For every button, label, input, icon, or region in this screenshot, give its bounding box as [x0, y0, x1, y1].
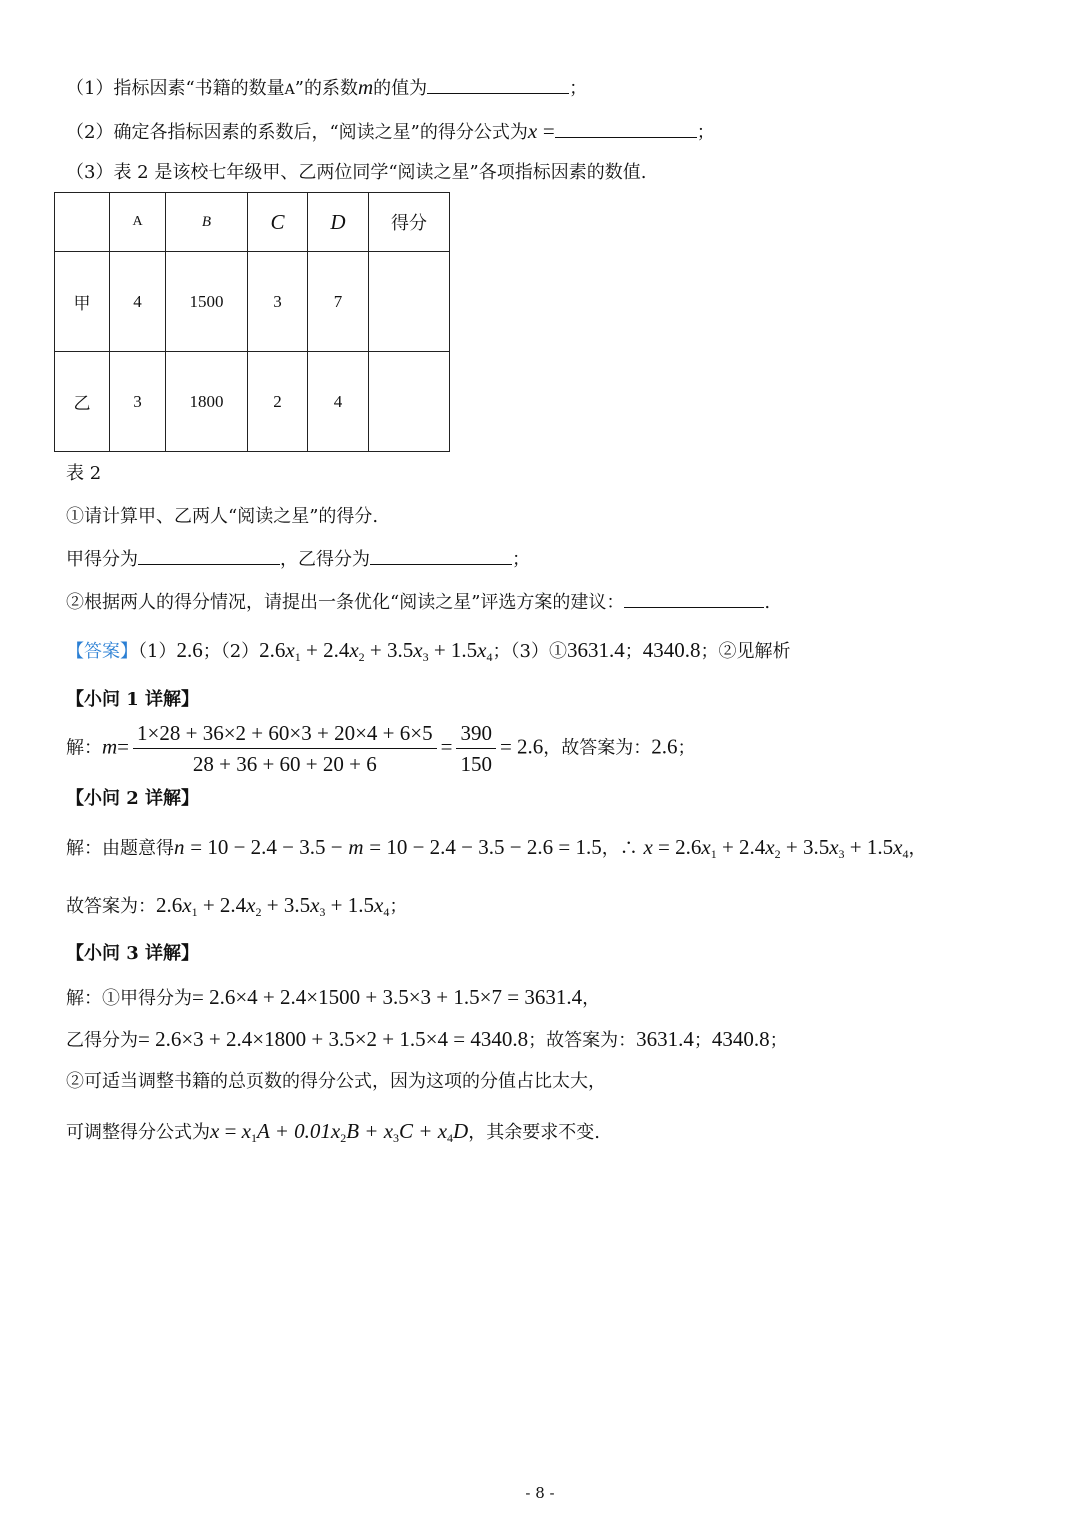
data-table	[54, 192, 450, 452]
solution-3-b: 乙得分为= 2.6×3 + 2.4×1800 + 3.5×2 + 1.5×4 = 4340.8；故答案为：3631.4；4340.8；	[66, 1027, 788, 1051]
table-row: 乙 3 1800 2 4	[55, 352, 450, 452]
solution-3-d: 可调整得分公式为$x = x_1A + 0.01x_2B + x_3C + x_4D$，其余要求不变.	[66, 1119, 600, 1145]
question-2: （2）确定各指标因素的系数后，“阅读之星”的得分公式为x = ；	[66, 119, 715, 143]
answer-line: 【答案】（1）2.6；$(2)2.6x_1 + 2.4x_2 + 3.5x_3 + 1.5x_4$；（3）①3631.4；4340.8；②见解析	[66, 638, 791, 664]
answer-blank[interactable]	[624, 589, 764, 608]
section-heading-3: 【小问 3 详解】	[66, 943, 200, 964]
sub-question-1-fill: 甲得分为 ，乙得分为 ；	[66, 546, 530, 573]
question-3: （3）表 2 是该校七年级甲、乙两位同学“阅读之星”各项指标因素的数值.	[66, 162, 647, 183]
table-row: 甲 4 1500 3 7	[55, 252, 450, 352]
fraction: $\frac{390}{150}$	[456, 721, 496, 776]
solution-3-a: 解：①甲得分为= 2.6×4 + 2.4×1500 + 3.5×3 + 1.5×7 = 3631.4，	[66, 985, 601, 1009]
score-cell[interactable]	[369, 352, 450, 452]
answer-blank[interactable]	[138, 546, 280, 565]
answer-blank[interactable]	[370, 546, 512, 565]
page-number: - 8 -	[525, 1484, 555, 1502]
answer-tag: 【答案】	[66, 641, 138, 662]
solution-3-c: ②可适当调整书籍的总页数的得分公式，因为这项的分值占比太大，	[66, 1071, 606, 1092]
solution-1: 解：m= $\frac{1\times 28 + 36\times 2 + 60\times 3 + 20\times 4 + 6\times 5}{28 + 36 + 60 + 20 + 6}$ = $\frac{390}{150}$ = 2.6，故答案为：2.6；	[66, 721, 696, 776]
sub-question-1: ①请计算甲、乙两人“阅读之星”的得分.	[66, 506, 379, 527]
section-heading-2: 【小问 2 详解】	[66, 788, 200, 809]
section-heading-1: 【小问 1 详解】	[66, 689, 200, 710]
table-header-row: A B C D 得分	[55, 193, 450, 252]
sub-question-2: ②根据两人的得分情况，请提出一条优化“阅读之星”评选方案的建议： .	[66, 589, 770, 616]
score-cell[interactable]	[369, 252, 450, 352]
solution-2-answer: 故答案为：$2.6x_1 + 2.4x_2 + 3.5x_3 + 1.5x_4$；	[66, 893, 408, 919]
fraction: $\frac{1\times 28 + 36\times 2 + 60\times 3 + 20\times 4 + 6\times 5}{28 + 36 + 60 + 20 + 6}$	[133, 721, 437, 776]
answer-blank[interactable]	[555, 119, 697, 138]
answer-blank[interactable]	[427, 75, 569, 94]
question-1: （1）指标因素“书籍的数量A”的系数m的值为 ；	[66, 75, 588, 99]
table-caption: 表 2	[66, 463, 102, 484]
solution-2: 解：由题意得n = 10 − 2.4 − 3.5 − m = 10 − 2.4 − 3.5 − 2.6 = 1.5，∴ $x = 2.6x_1 + 2.4x_2 + 3.5x_3 + 1.5x_4$，	[66, 835, 927, 861]
